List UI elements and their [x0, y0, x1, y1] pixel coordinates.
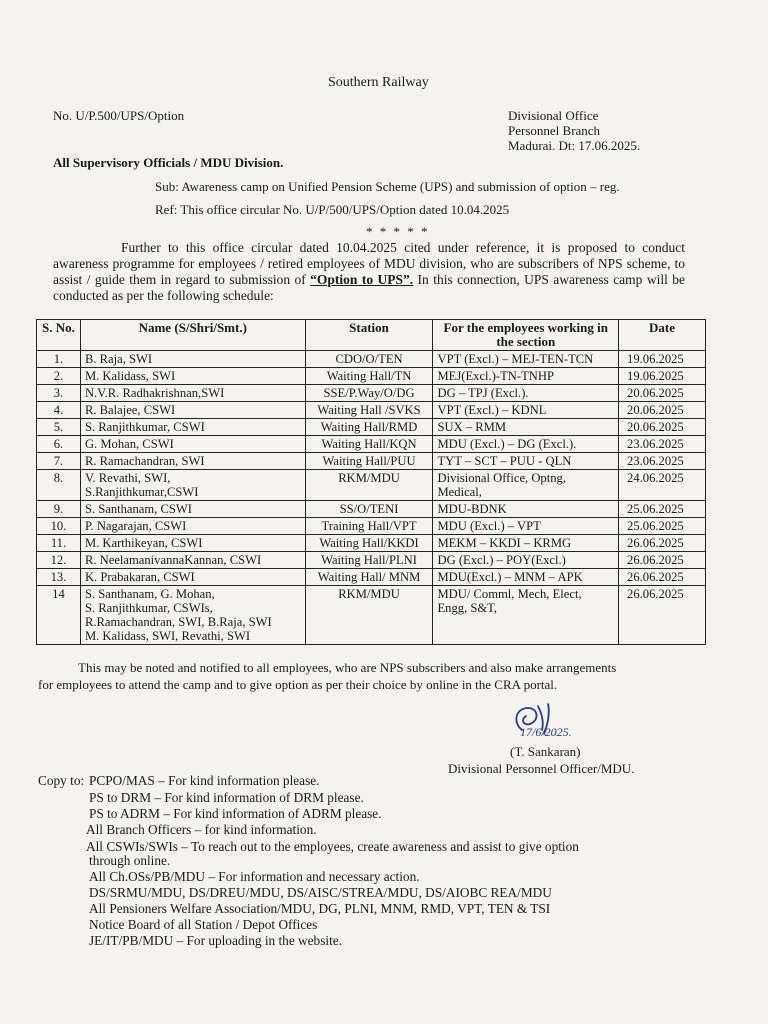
cell-station: Waiting Hall/ MNM — [305, 569, 433, 586]
cell-station: Training Hall/VPT — [305, 518, 433, 535]
cell-date: 25.06.2025 — [619, 501, 706, 518]
cell-name: S. Ranjithkumar, CSWI — [80, 419, 305, 436]
intro-text-part2: In this connection, UPS awareness camp will be conducted as per the following schedule: — [53, 272, 685, 303]
closing-line-2: for employees to attend the camp and to give option as per their choice by online in the CRA portal. — [38, 677, 558, 692]
office-line-2: Personnel Branch — [508, 123, 601, 138]
schedule-body — [37, 351, 706, 645]
cell-date: 19.06.2025 — [619, 368, 706, 385]
cell-section: MDU (Excl.) – VPT — [433, 518, 619, 535]
table-row — [37, 470, 706, 501]
copy-to-item: All Ch.OSs/PB/MDU – For information and necessary action. — [89, 869, 420, 884]
cell-station: Waiting Hall/KKDI — [305, 535, 433, 552]
cell-section: DG – TPJ (Excl.). — [433, 385, 619, 402]
copy-to-item: PS to ADRM – For kind information of ADRM please. — [89, 806, 382, 821]
col-header-name: Name (S/Shri/Smt.) — [80, 320, 305, 351]
cell-sno: 12. — [37, 552, 81, 569]
schedule-table — [36, 319, 706, 645]
cell-section: MEJ(Excl.)-TN-TNHP — [433, 368, 619, 385]
copy-to-item: PCPO/MAS – For kind information please. — [89, 773, 320, 788]
org-heading: Southern Railway — [328, 75, 429, 90]
cell-date: 23.06.2025 — [619, 436, 706, 453]
cell-date: 20.06.2025 — [619, 385, 706, 402]
cell-name: G. Mohan, CSWI — [80, 436, 305, 453]
cell-station: CDO/O/TEN — [305, 351, 433, 368]
cell-sno: 10. — [37, 518, 81, 535]
table-row — [37, 569, 706, 586]
cell-sno: 14 — [37, 586, 81, 645]
cell-section: DG (Excl.) – POY(Excl.) — [433, 552, 619, 569]
intro-emphasis: “Option to UPS”. — [310, 272, 414, 287]
closing-line-1: This may be noted and notified to all employees, who are NPS subscribers and also make arrangements — [78, 660, 617, 675]
cell-name: N.V.R. Radhakrishnan,SWI — [80, 385, 305, 402]
cell-sno: 1. — [37, 351, 81, 368]
cell-name: M. Karthikeyan, CSWI — [80, 535, 305, 552]
office-line-1: Divisional Office — [508, 108, 599, 123]
cell-sno: 7. — [37, 453, 81, 470]
table-row — [37, 351, 706, 368]
table-row — [37, 368, 706, 385]
table-row — [37, 419, 706, 436]
cell-section: TYT – SCT – PUU - QLN — [433, 453, 619, 470]
copy-to-item: All CSWIs/SWIs – To reach out to the employees, create awareness and assist to give option — [86, 839, 579, 854]
cell-name: R. NeelamanivannaKannan, CSWI — [80, 552, 305, 569]
cell-date: 26.06.2025 — [619, 535, 706, 552]
cell-section: MDU(Excl.) – MNM – APK — [433, 569, 619, 586]
cell-station: Waiting Hall/PUU — [305, 453, 433, 470]
cell-station: RKM/MDU — [305, 470, 433, 501]
cell-name: R. Ramachandran, SWI — [80, 453, 305, 470]
table-row — [37, 535, 706, 552]
copy-to-item: through online. — [89, 853, 171, 868]
table-row — [37, 518, 706, 535]
signature-date: 17/6/2025. — [520, 725, 572, 739]
reference-number: No. U/P.500/UPS/Option — [53, 108, 185, 123]
table-row — [37, 385, 706, 402]
cell-name: V. Revathi, SWI, S.Ranjithkumar,CSWI — [80, 470, 305, 501]
cell-date: 24.06.2025 — [619, 470, 706, 501]
copy-to-label: Copy to: — [38, 773, 85, 788]
copy-to-item: All Pensioners Welfare Association/MDU, DG, PLNI, MNM, RMD, VPT, TEN & TSI — [89, 901, 551, 916]
cell-date: 19.06.2025 — [619, 351, 706, 368]
cell-date: 26.06.2025 — [619, 569, 706, 586]
cell-section: MDU (Excl.) – DG (Excl.). — [433, 436, 619, 453]
cell-name: P. Nagarajan, CSWI — [80, 518, 305, 535]
cell-date: 26.06.2025 — [619, 552, 706, 569]
intro-text-part1: Further to this office circular dated 10.04.2025 cited under reference, it is proposed to conduct awareness programme for employees / retired employees of MDU division, who are subscribers of NPS scheme, to assist / guide them in regard to submission of — [53, 240, 685, 287]
cell-station: Waiting Hall /SVKS — [305, 402, 433, 419]
table-row — [37, 436, 706, 453]
copy-to-item: PS to DRM – For kind information of DRM please. — [89, 790, 364, 805]
cell-station: SS/O/TENI — [305, 501, 433, 518]
cell-sno: 3. — [37, 385, 81, 402]
addressee: All Supervisory Officials / MDU Division. — [53, 155, 284, 170]
table-row — [37, 552, 706, 569]
col-header-date: Date — [619, 320, 706, 351]
cell-name: B. Raja, SWI — [80, 351, 305, 368]
col-header-sno: S. No. — [37, 320, 81, 351]
cell-name: R. Balajee, CSWI — [80, 402, 305, 419]
cell-date: 26.06.2025 — [619, 586, 706, 645]
cell-sno: 13. — [37, 569, 81, 586]
cell-station: Waiting Hall/KQN — [305, 436, 433, 453]
table-row — [37, 586, 706, 645]
intro-paragraph — [53, 240, 685, 304]
cell-section: VPT (Excl.) – MEJ-TEN-TCN — [433, 351, 619, 368]
table-row — [37, 501, 706, 518]
cell-station: Waiting Hall/RMD — [305, 419, 433, 436]
cell-sno: 11. — [37, 535, 81, 552]
cell-station: Waiting Hall/PLNI — [305, 552, 433, 569]
cell-section: VPT (Excl.) – KDNL — [433, 402, 619, 419]
table-row — [37, 402, 706, 419]
cell-date: 25.06.2025 — [619, 518, 706, 535]
cell-station: Waiting Hall/TN — [305, 368, 433, 385]
cell-date: 23.06.2025 — [619, 453, 706, 470]
cell-station: RKM/MDU — [305, 586, 433, 645]
cell-section: MDU/ Comml, Mech, Elect, Engg, S&T, — [433, 586, 619, 645]
table-header-row — [37, 320, 706, 351]
col-header-section: For the employees working in the section — [433, 320, 619, 351]
cell-section: Divisional Office, Optng, Medical, — [433, 470, 619, 501]
cell-section: SUX – RMM — [433, 419, 619, 436]
cell-date: 20.06.2025 — [619, 402, 706, 419]
cell-name: K. Prabakaran, CSWI — [80, 569, 305, 586]
office-date-line: Madurai. Dt: 17.06.2025. — [508, 138, 641, 153]
cell-section: MDU-BDNK — [433, 501, 619, 518]
cell-sno: 8. — [37, 470, 81, 501]
signatory-name: (T. Sankaran) — [510, 744, 581, 759]
cell-sno: 6. — [37, 436, 81, 453]
cell-sno: 5. — [37, 419, 81, 436]
cell-station: SSE/P.Way/O/DG — [305, 385, 433, 402]
cell-name: S. Santhanam, CSWI — [80, 501, 305, 518]
copy-to-item: Notice Board of all Station / Depot Offices — [89, 917, 318, 932]
copy-to-item: DS/SRMU/MDU, DS/DREU/MDU, DS/AISC/STREA/MDU, DS/AIOBC REA/MDU — [89, 885, 552, 900]
cell-name: M. Kalidass, SWI — [80, 368, 305, 385]
separator-stars: * * * * * — [366, 224, 430, 239]
copy-to-item: JE/IT/PB/MDU – For uploading in the website. — [89, 933, 342, 948]
cell-section: MEKM – KKDI – KRMG — [433, 535, 619, 552]
cell-sno: 4. — [37, 402, 81, 419]
col-header-station: Station — [305, 320, 433, 351]
cell-date: 20.06.2025 — [619, 419, 706, 436]
cell-name: S. Santhanam, G. Mohan, S. Ranjithkumar, CSWIs, R.Ramachandran, SWI, B.Raja, SWI M. Kalidass, SWI, Revathi, SWI — [80, 586, 305, 645]
copy-to-item: All Branch Officers – for kind information. — [86, 822, 317, 837]
table-row — [37, 453, 706, 470]
cell-sno: 2. — [37, 368, 81, 385]
cell-sno: 9. — [37, 501, 81, 518]
signatory-designation: Divisional Personnel Officer/MDU. — [448, 761, 635, 776]
subject-line: Sub: Awareness camp on Unified Pension Scheme (UPS) and submission of option – reg. — [155, 179, 620, 194]
reference-line: Ref: This office circular No. U/P/500/UPS/Option dated 10.04.2025 — [155, 202, 510, 217]
